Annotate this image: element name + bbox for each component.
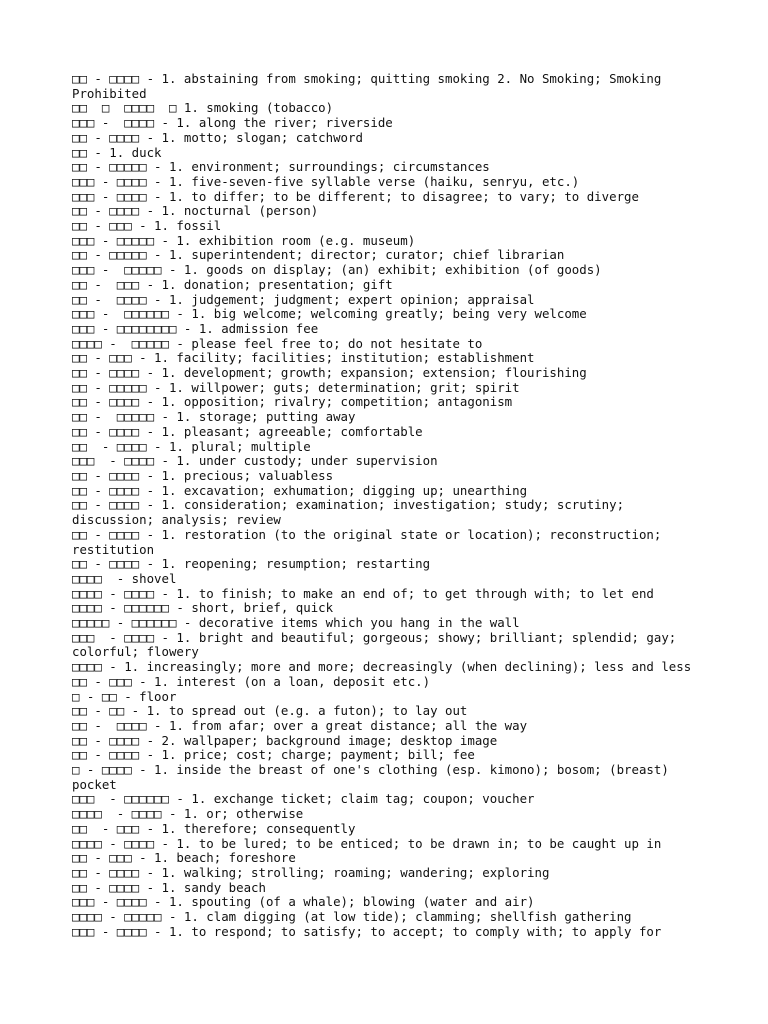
vocab-entry: □□ - □□□□□ - 1. environment; surroundings; circumstances <box>72 159 490 175</box>
vocab-entry: □□ - □□□□ - 1. precious; valuabless <box>72 467 334 483</box>
vocab-entry: □□ - □□□ - 1. facility; facilities; institution; establishment <box>72 350 535 366</box>
vocab-entry: □□ - □□□□ - 1. pleasant; agreeable; comfortable <box>72 423 423 439</box>
vocab-entry: □□ - □□□□ - 1. consideration; examination; investigation; study; scrutiny; discussion; analysis; review <box>72 497 632 528</box>
vocab-entry: □□ - □□□□□ - 1. willpower; guts; determination; grit; spirit <box>72 379 520 395</box>
vocab-entry: □□ - □□□ - 1. beach; foreshore <box>72 850 296 866</box>
vocab-entry: □ - □□□□ - 1. inside the breast of one's clothing (esp. kimono); bosom; (breast) pocket <box>72 762 677 792</box>
vocab-entry: □□ - □□□□ - 1. restoration (to the original state or location); reconstruction; restitution <box>72 526 669 557</box>
vocab-entry: □□ - □□□□□ - 1. storage; putting away <box>72 409 356 425</box>
vocab-entry: □□ - □□ - 1. to spread out (e.g. a futon); to lay out <box>72 703 468 719</box>
vocab-entry: □□□□□ - □□□□□□ - decorative items which you hang in the wall <box>72 615 520 631</box>
vocab-entry: □□ - □□□ - 1. therefore; consequently <box>72 820 356 836</box>
vocab-entry: □□□ - □□□□□ - 1. exhibition room (e.g. museum) <box>72 232 416 248</box>
vocab-entry: □□□ - □□□□□□ - 1. exchange ticket; claim tag; coupon; voucher <box>72 791 535 807</box>
vocab-entry: □□□□ - □□□□ - 1. to be lured; to be enticed; to be drawn in; to be caught up in <box>72 835 662 851</box>
vocab-entry: □□□ - □□□□ - 1. five-seven-five syllable verse (haiku, senryu, etc.) <box>72 173 580 189</box>
vocab-entry: □□□□ - □□□□□ - 1. clam digging (at low tide); clamming; shellfish gathering <box>72 909 632 925</box>
vocab-entry: □□ - □□□□ - 2. wallpaper; background image; desktop image <box>72 732 498 748</box>
vocab-entry: □□ - □□□□ - 1. price; cost; charge; payment; bill; fee <box>72 747 475 763</box>
vocab-entry: □□□□ - 1. increasingly; more and more; decreasingly (when declining); less and less <box>72 659 692 675</box>
vocab-entry: □□□□ - □□□□ - 1. to finish; to make an end of; to get through with; to let end <box>72 585 654 601</box>
vocabulary-list <box>72 72 696 939</box>
vocab-entry: □□ - □□□ - 1. interest (on a loan, deposit etc.) <box>72 673 431 689</box>
vocab-entry: □□□□ - □□□□□ - please feel free to; do not hesitate to <box>72 335 483 351</box>
vocab-entry: □□ □ □□□□ □ 1. smoking (tobacco) <box>72 100 334 116</box>
vocab-entry: □□□ - □□□□□□ - 1. big welcome; welcoming greatly; being very welcome <box>72 306 587 322</box>
vocab-entry: □□ - □□□□ - 1. reopening; resumption; restarting <box>72 556 431 572</box>
vocab-entry: □□ - □□□□ - 1. abstaining from smoking; quitting smoking 2. No Smoking; Smoking Prohibited <box>72 71 669 101</box>
vocab-entry: □□ - □□□□ - 1. opposition; rivalry; competition; antagonism <box>72 394 513 410</box>
vocab-entry: □□ - □□□□ - 1. walking; strolling; roaming; wandering; exploring <box>72 864 550 880</box>
vocab-entry: □□□ - □□□□□ - 1. goods on display; (an) exhibit; exhibition (of goods) <box>72 262 602 278</box>
vocab-entry: □□□ - □□□□□□□□ - 1. admission fee <box>72 320 319 336</box>
vocab-entry: □□ - □□□□ - 1. motto; slogan; catchword <box>72 129 363 145</box>
vocab-entry: □□ - □□□□ - 1. judgement; judgment; expert opinion; appraisal <box>72 291 535 307</box>
vocab-entry: □□□□ - □□□□ - 1. or; otherwise <box>72 806 304 822</box>
vocab-entry: □□□□ - □□□□□□ - short, brief, quick <box>72 600 334 616</box>
vocab-entry: □□ - □□□□□ - 1. superintendent; director; curator; chief librarian <box>72 247 565 263</box>
vocab-entry: □□□ - □□□□ - 1. to differ; to be different; to disagree; to vary; to diverge <box>72 188 639 204</box>
vocab-entry: □□ - □□□ - 1. donation; presentation; gift <box>72 276 393 292</box>
vocab-entry: □□ - □□□□ - 1. sandy beach <box>72 879 266 895</box>
vocab-entry: □ - □□ - floor <box>72 688 177 704</box>
vocab-entry: □□□ - □□□□ - 1. spouting (of a whale); blowing (water and air) <box>72 894 535 910</box>
vocab-entry: □□□ - □□□□ - 1. under custody; under supervision <box>72 453 438 469</box>
vocab-entry: □□□ - □□□□ - 1. bright and beautiful; gorgeous; showy; brilliant; splendid; gay; colorful; flowery <box>72 629 684 660</box>
vocab-entry: □□ - □□□ - 1. fossil <box>72 218 222 234</box>
vocab-entry: □□ - □□□□ - 1. nocturnal (person) <box>72 203 319 219</box>
vocab-entry: □□□□ - shovel <box>72 570 177 586</box>
vocab-entry: □□ - 1. duck <box>72 144 162 160</box>
vocab-entry: □□ - □□□□ - 1. development; growth; expansion; extension; flourishing <box>72 365 587 381</box>
vocab-entry: □□□ - □□□□ - 1. to respond; to satisfy; to accept; to comply with; to apply for <box>72 923 662 939</box>
vocab-entry: □□□ - □□□□ - 1. along the river; riverside <box>72 115 393 131</box>
vocab-entry: □□ - □□□□ - 1. from afar; over a great distance; all the way <box>72 717 528 733</box>
vocab-entry: □□ - □□□□ - 1. plural; multiple <box>72 438 311 454</box>
vocab-entry: □□ - □□□□ - 1. excavation; exhumation; digging up; unearthing <box>72 482 528 498</box>
